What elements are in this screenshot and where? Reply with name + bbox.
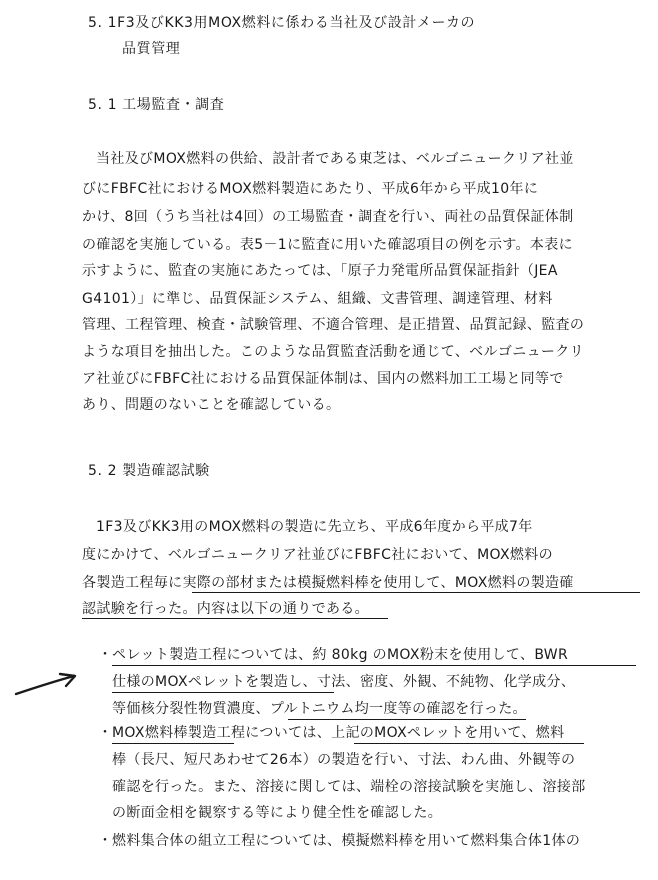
hand-underline (288, 719, 526, 720)
bullet-line: 確認を行った。また、溶接に関しては、端栓の溶接試験を実施し、溶接部 (112, 779, 586, 795)
paragraph-line: 1F3及びKK3用のMOX燃料の製造に先立ち、平成6年度から平成7年 (96, 519, 533, 535)
bullet-symbol: ・ (98, 833, 112, 849)
paragraph-line: 度にかけて、ベルゴニュークリア社並びにFBFC社において、MOX燃料の (82, 547, 553, 563)
bullet-line: 棒（長尺、短尺あわせて26本）の製造を行い、寸法、わん曲、外観等の (112, 752, 576, 768)
bullet-symbol: ・ (98, 725, 112, 741)
bullet-line: 等価核分裂性物質濃度、プルトニウム均一度等の確認を行った。 (112, 701, 527, 717)
hand-underline (112, 665, 636, 666)
paragraph-line: 当社及びMOX燃料の供給、設計者である東芝は、ベルゴニュークリア社並 (96, 151, 574, 167)
paragraph-line: 管理、工程管理、検査・試験管理、不適合管理、是正措置、品質記録、監査の (82, 317, 585, 333)
paragraph-line: G4101）」に準じ、品質保証システム、組織、文書管理、調達管理、材料 (82, 291, 553, 307)
section-5-2-heading: 5. 2 製造確認試験 (88, 463, 210, 479)
paragraph-line: あり、問題のないことを確認している。 (82, 397, 341, 413)
section-5-1-heading: 5. 1 工場監査・調査 (88, 97, 225, 113)
hand-underline (112, 743, 234, 744)
section-5-heading: 5. 1F3及びKK3用MOX燃料に係わる当社及び設計メーカの (88, 15, 476, 31)
hand-underline (192, 592, 640, 593)
bullet-line: 燃料集合体の組立工程については、模擬燃料棒を用いて燃料集合体1体の (112, 833, 581, 849)
paragraph-line: 示すように、監査の実施にあたっては、「原子力発電所品質保証指針（JEA (82, 263, 558, 279)
paragraph-line: 認試験を行った。内容は以下の通りである。 (82, 601, 369, 617)
paragraph-line: ような項目を抽出した。このような品質監査活動を通じて、ベルゴニュークリ (82, 344, 584, 360)
paragraph-line: 各製造工程毎に実際の部材または模擬燃料棒を使用して、MOX燃料の製造確 (82, 575, 574, 591)
bullet-line: ペレット製造工程については、約 80kg のMOX粉末を使用して、BWR (112, 647, 569, 663)
bullet-line: の断面金相を観察する等により健全性を確認した。 (112, 805, 443, 821)
bullet-symbol: ・ (98, 647, 112, 663)
hand-underline (112, 692, 334, 693)
section-5-heading-cont: 品質管理 (122, 41, 181, 57)
paragraph-line: の確認を実施している。表5－1に監査に用いた確認項目の例を示す。本表に (82, 237, 573, 253)
bullet-line: 仕様のMOXペレットを製造し、寸法、密度、外観、不純物、化学成分、 (112, 674, 576, 690)
paragraph-line: ア社並びにFBFC社における品質保証体制は、国内の燃料加工工場と同等で (82, 371, 564, 387)
paragraph-line: びにFBFC社におけるMOX燃料製造にあたり、平成6年から平成10年に (82, 181, 539, 197)
paragraph-line: かけ、8回（うち当社は4回）の工場監査・調査を行い、両社の品質保証体制 (82, 209, 574, 225)
bullet-line: MOX燃料棒製造工程については、上記のMOXペレットを用いて、燃料 (112, 725, 565, 741)
hand-drawn-arrow-icon (12, 672, 82, 702)
hand-underline (354, 743, 584, 744)
hand-underline (82, 618, 388, 619)
